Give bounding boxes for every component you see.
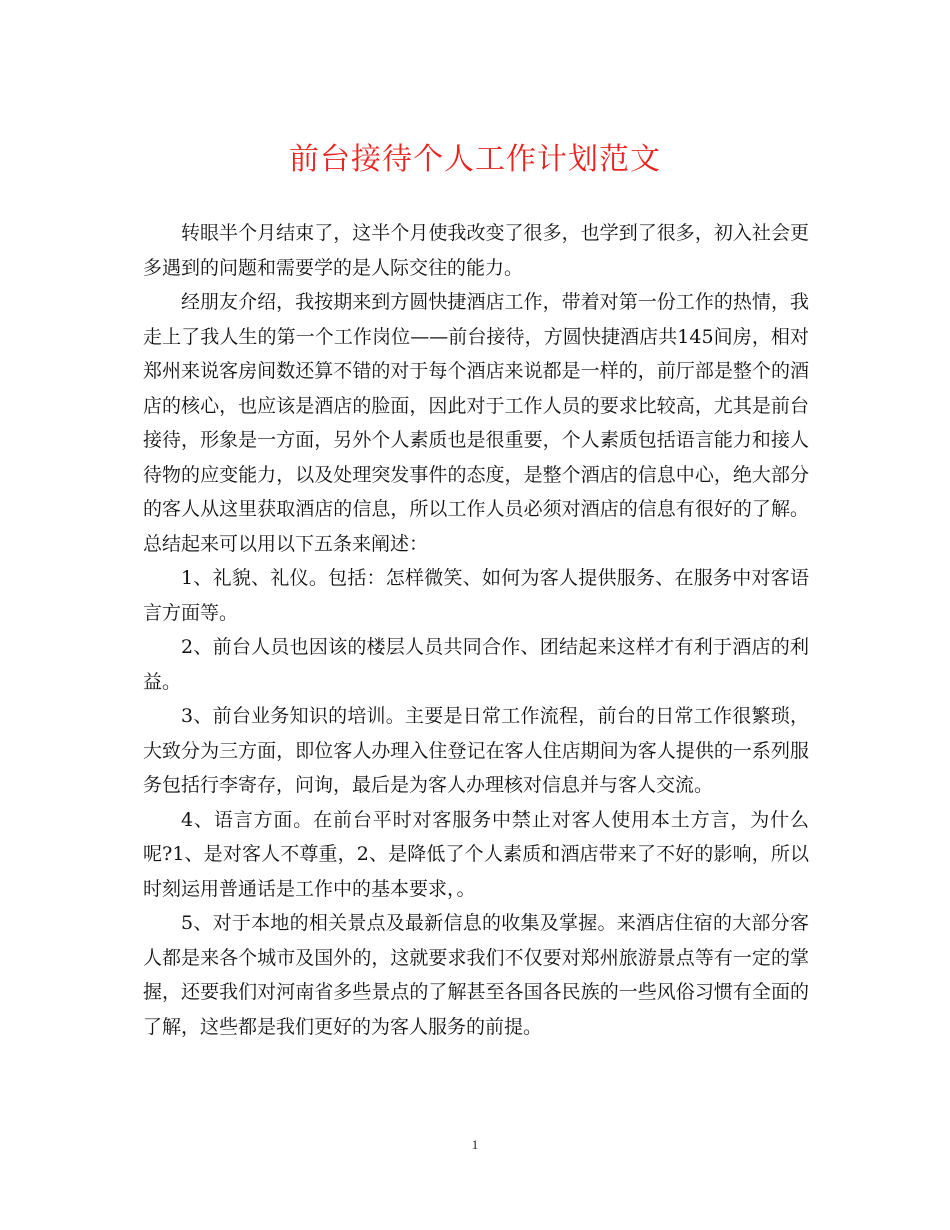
page-number: 1 [471, 1137, 479, 1152]
paragraph-background: 经朋友介绍，我按期来到方圆快捷酒店工作，带着对第一份工作的热情，我走上了我人生的第一个工作岗位——前台接待，方圆快捷酒店共145间房，相对郑州来说客房间数还算不错的对于每个酒店来说都是一样的，前厅部是整个的酒店的核心，也应该是酒店的脸面，因此对于工作人员的要求比较高，尤其是前台接待，形象是一方面，另外个人素质也是很重要，个人素质包括语言能力和接人待物的应变能力，以及处理突发事件的态度，是整个酒店的信息中心，绝大部分的客人从这里获取酒店的信息，所以工作人员必须对酒店的信息有很好的了解。总结起来可以用以下五条来阐述： [143, 291, 809, 555]
paragraph-point-2: 2、前台人员也因该的楼层人员共同合作、团结起来这样才有利于酒店的利益。 [143, 636, 809, 693]
paragraph-intro: 转眼半个月结束了，这半个月使我改变了很多，也学到了很多，初入社会更多遇到的问题和需要学的是人际交往的能力。 [143, 222, 809, 279]
paragraph-point-4: 4、语言方面。在前台平时对客服务中禁止对客人使用本土方言，为什么呢?1、是对客人不尊重，2、是降低了个人素质和酒店带来了不好的影响，所以时刻运用普通话是工作中的基本要求，。 [143, 808, 809, 900]
paragraph-point-1: 1、礼貌、礼仪。包括：怎样微笑、如何为客人提供服务、在服务中对客语言方面等。 [143, 567, 809, 624]
paragraph-point-5: 5、对于本地的相关景点及最新信息的收集及掌握。来酒店住宿的大部分客人都是来各个城市及国外的，这就要求我们不仅要对郑州旅游景点等有一定的掌握，还要我们对河南省多些景点的了解甚至各国各民族的一些风俗习惯有全面的了解，这些都是我们更好的为客人服务的前提。 [143, 912, 809, 1038]
document-body [143, 216, 809, 1044]
paragraph-point-3: 3、前台业务知识的培训。主要是日常工作流程，前台的日常工作很繁琐，大致分为三方面，即位客人办理入住登记在客人住店期间为客人提供的一系列服务包括行李寄存，问询，最后是为客人办理核对信息并与客人交流。 [143, 705, 809, 796]
document-title: 前台接待个人工作计划范文 [289, 142, 661, 177]
